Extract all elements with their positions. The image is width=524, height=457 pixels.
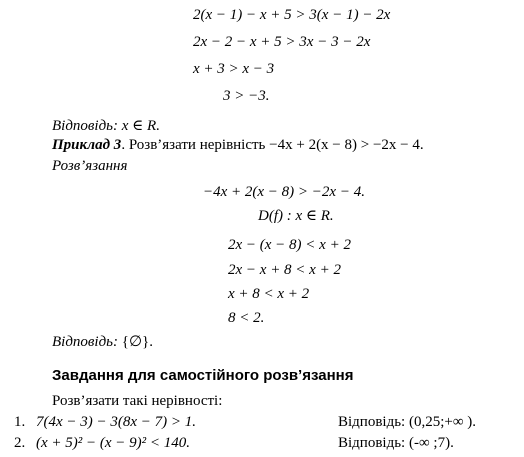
solution-label: Розв’язання [52, 158, 128, 174]
math-line: x + 8 < x + 2 [228, 286, 310, 302]
math-line: 8 < 2. [228, 310, 265, 326]
answer-label: Відповідь: [52, 334, 119, 350]
exercise-answer: Відповідь: (0,25;+∞ ). [338, 414, 477, 430]
exercise-expression: 7(4x − 3) − 3(8x − 7) > 1. [36, 414, 197, 430]
math-line: x + 3 > x − 3 [193, 61, 275, 77]
answer-value: x ∈ R. [121, 118, 160, 134]
example-text: . Розв’язати нерівність −4x + 2(x − 8) > −2x − 4. [121, 137, 424, 153]
math-line: −4x + 2(x − 8) > −2x − 4. [203, 184, 365, 200]
example-title: Приклад 3 [52, 137, 122, 153]
answer-value: {∅}. [121, 334, 153, 350]
answer-line [52, 117, 160, 135]
example-statement [52, 136, 424, 154]
instruction: Розв’язати такі нерівності: [52, 393, 223, 409]
math-line: 2x − 2 − x + 5 > 3x − 3 − 2x [193, 34, 371, 50]
section-heading: Завдання для самостійного розв’язання [52, 367, 354, 384]
answer-label: Відповідь: [52, 118, 119, 134]
exercise-number: 2. [14, 435, 26, 451]
math-line: D(f) : x ∈ R. [258, 208, 334, 224]
math-line: 2x − (x − 8) < x + 2 [228, 237, 351, 253]
answer-line [52, 333, 153, 351]
math-line: 3 > −3. [223, 88, 270, 104]
exercise-number: 1. [14, 414, 26, 430]
math-line: 2x − x + 8 < x + 2 [228, 262, 341, 278]
exercise-answer: Відповідь: (-∞ ;7). [338, 435, 454, 451]
math-line: 2(x − 1) − x + 5 > 3(x − 1) − 2x [193, 7, 391, 23]
exercise-expression: (x + 5)² − (x − 9)² < 140. [36, 435, 191, 451]
